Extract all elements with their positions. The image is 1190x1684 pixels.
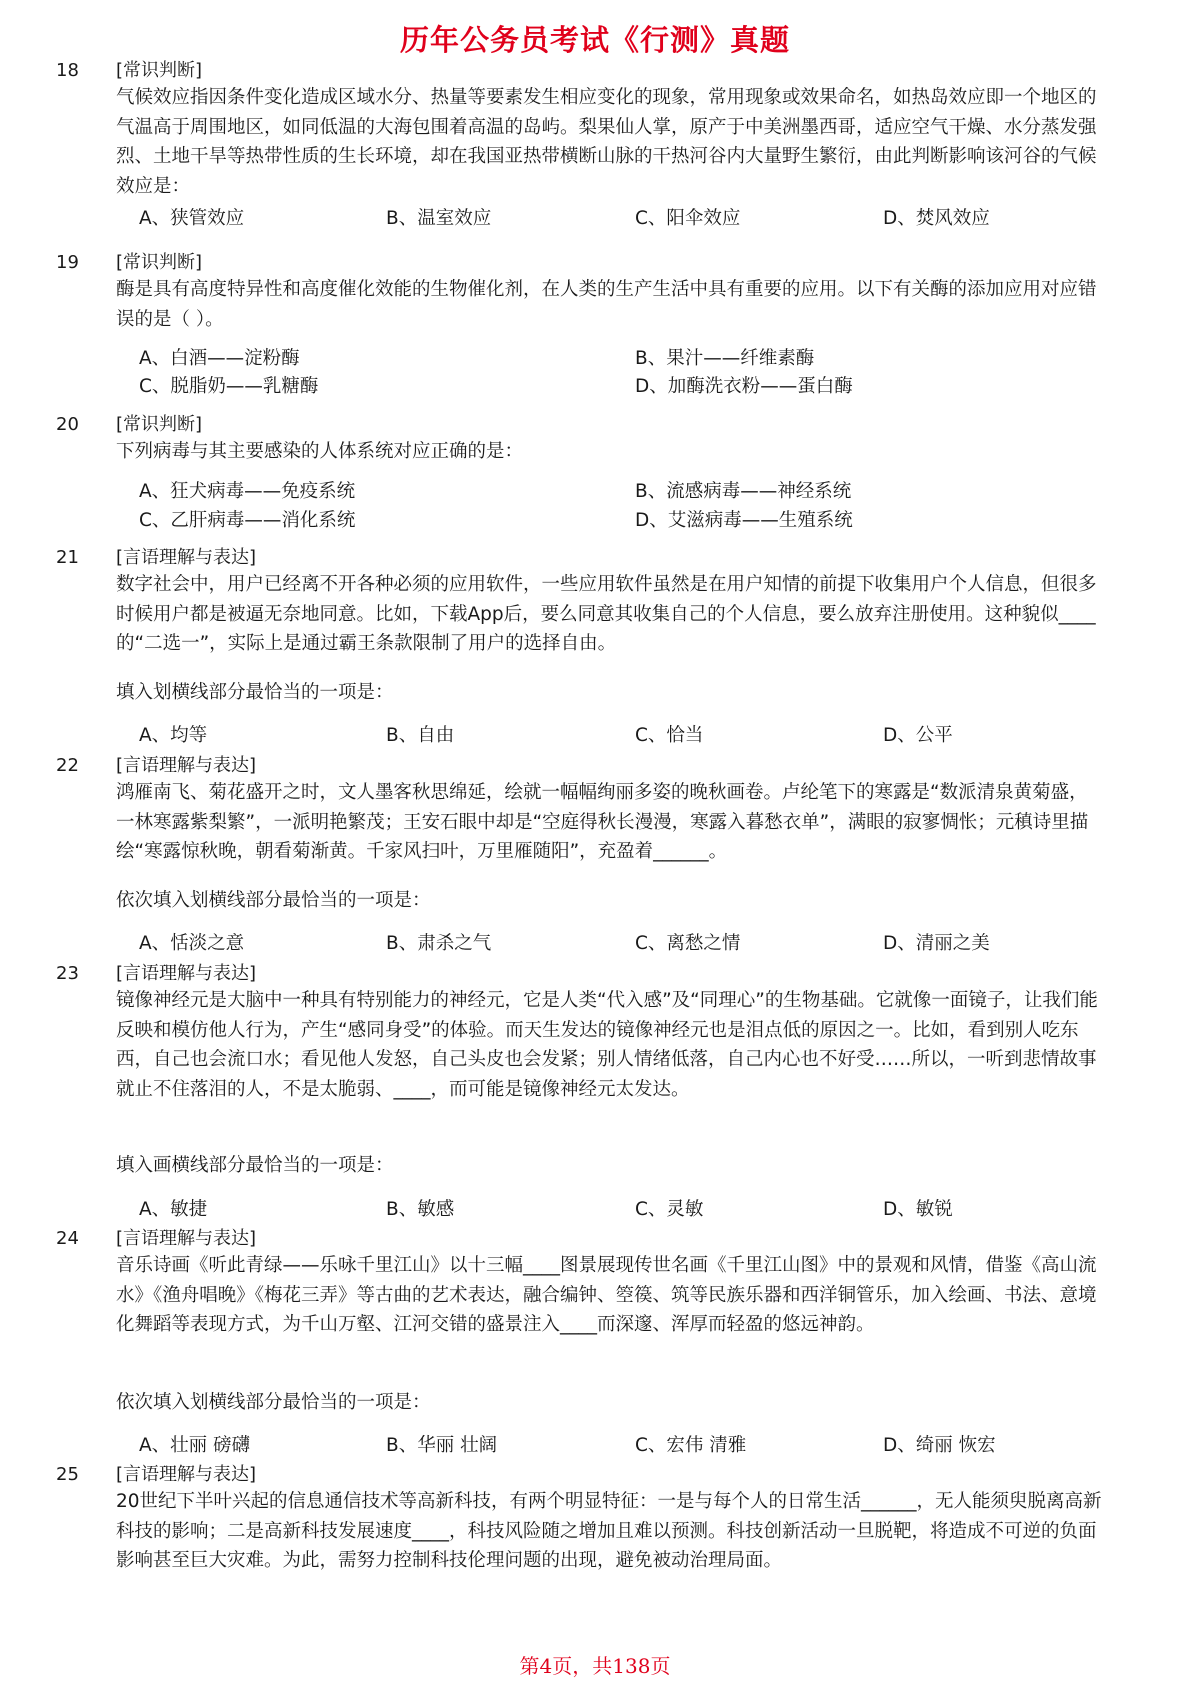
- option-a: A、恬淡之意: [139, 933, 245, 954]
- option-d: D、焚风效应: [883, 208, 990, 229]
- option-a: A、狭管效应: [139, 208, 245, 229]
- option-c: C、乙肝病毒——消化系统: [139, 510, 356, 531]
- question-type: [言语理解与表达]: [116, 547, 257, 568]
- question-type: [常识判断]: [116, 60, 203, 81]
- option-b: B、流感病毒——神经系统: [635, 481, 852, 502]
- option-b: B、华丽 壮阔: [386, 1435, 498, 1456]
- option-d: D、艾滋病毒——生殖系统: [635, 510, 853, 531]
- question-type: [言语理解与表达]: [116, 963, 257, 984]
- question-type: [言语理解与表达]: [116, 1464, 257, 1485]
- question-prompt: 依次填入划横线部分最恰当的一项是：: [116, 1392, 431, 1413]
- question-stem: 20世纪下半叶兴起的信息通信技术等高新科技，有两个明显特征：一是与每个人的日常生活______，无人能须臾脱离高新科技的影响；二是高新科技发展速度____，科技风险随之增加且难以预测。科技创新活动一旦脱靶，将造成不可逆的负面影响甚至巨大灾难。为此，需努力控制科技伦理问题的出现，避免被动治理局面。: [116, 1491, 1102, 1571]
- option-c: C、离愁之情: [635, 933, 741, 954]
- question-number: 21: [56, 547, 79, 568]
- question-prompt: 填入画横线部分最恰当的一项是：: [116, 1155, 394, 1176]
- option-a: A、狂犬病毒——免疫系统: [139, 481, 356, 502]
- question-type: [常识判断]: [116, 252, 203, 273]
- question-type: [常识判断]: [116, 414, 203, 435]
- option-d: D、敏锐: [883, 1199, 953, 1220]
- option-a: A、壮丽 磅礴: [139, 1435, 251, 1456]
- option-b: B、自由: [386, 725, 455, 746]
- option-a: A、敏捷: [139, 1199, 208, 1220]
- question-prompt: 依次填入划横线部分最恰当的一项是：: [116, 890, 431, 911]
- question-stem: 下列病毒与其主要感染的人体系统对应正确的是：: [116, 441, 524, 462]
- option-b: B、肃杀之气: [386, 933, 492, 954]
- option-d: D、绮丽 恢宏: [883, 1435, 996, 1456]
- option-b: B、敏感: [386, 1199, 455, 1220]
- question-stem: 气候效应指因条件变化造成区域水分、热量等要素发生相应变化的现象，常用现象或效果命名，如热岛效应即一个地区的气温高于周围地区，如同低温的大海包围着高温的岛屿。梨果仙人掌，原产于中美洲墨西哥，适应空气干燥、水分蒸发强烈、土地干旱等热带性质的生长环境，却在我国亚热带横断山脉的干热河谷内大量野生繁衍，由此判断影响该河谷的气候效应是：: [116, 87, 1097, 197]
- option-c: C、宏伟 清雅: [635, 1435, 747, 1456]
- option-d: D、加酶洗衣粉——蛋白酶: [635, 376, 853, 397]
- question-type: [言语理解与表达]: [116, 1228, 257, 1249]
- option-d: D、公平: [883, 725, 953, 746]
- question-number: 24: [56, 1228, 79, 1249]
- question-stem: 数字社会中，用户已经离不开各种必须的应用软件，一些应用软件虽然是在用户知情的前提下收集用户个人信息，但很多时候用户都是被逼无奈地同意。比如，下载App后，要么同意其收集自己的个人信息，要么放弃注册使用。这种貌似____的“二选一”，实际上是通过霸王条款限制了用户的选择自由。: [116, 574, 1097, 654]
- question-stem: 音乐诗画《听此青绿——乐咏千里江山》以十三幅____图景展现传世名画《千里江山图》中的景观和风情，借鉴《高山流水》《渔舟唱晚》《梅花三弄》等古曲的艺术表达，融合编钟、箜篌、筑等民族乐器和西洋铜管乐，加入绘画、书法、意境化舞蹈等表现方式，为千山万壑、江河交错的盛景注入____而深邃、浑厚而轻盈的悠远神韵。: [116, 1255, 1097, 1335]
- option-c: C、阳伞效应: [635, 208, 741, 229]
- option-c: C、灵敏: [635, 1199, 704, 1220]
- question-number: 25: [56, 1464, 79, 1485]
- question-number: 19: [56, 252, 79, 273]
- question-stem: 鸿雁南飞、菊花盛开之时，文人墨客秋思绵延，绘就一幅幅绚丽多姿的晚秋画卷。卢纶笔下的寒露是“数派清泉黄菊盛，一林寒露紫梨繁”，一派明艳繁茂；王安石眼中却是“空庭得秋长漫漫，寒露入暮愁衣单”，满眼的寂寥惆怅；元稹诗里描绘“寒露惊秋晚，朝看菊渐黄。千家风扫叶，万里雁随阳”，充盈着______。: [116, 782, 1089, 862]
- page-number: 第4页，共138页: [519, 1654, 671, 1678]
- option-b: B、果汁——纤维素酶: [635, 348, 815, 369]
- question-number: 22: [56, 755, 79, 776]
- question-prompt: 填入划横线部分最恰当的一项是：: [116, 682, 394, 703]
- page-title: 历年公务员考试《行测》真题: [399, 23, 790, 57]
- question-stem: 镜像神经元是大脑中一种具有特别能力的神经元，它是人类“代入感”及“同理心”的生物基础。它就像一面镜子，让我们能反映和模仿他人行为，产生“感同身受”的体验。而天生发达的镜像神经元也是泪点低的原因之一。比如，看到别人吃东西，自己也会流口水；看见他人发怒，自己头皮也会发紧；别人情绪低落，自己内心也不好受……所以，一听到悲情故事就止不住落泪的人，不是太脆弱、____，而可能是镜像神经元太发达。: [116, 990, 1098, 1100]
- question-type: [言语理解与表达]: [116, 755, 257, 776]
- question-stem: 酶是具有高度特异性和高度催化效能的生物催化剂，在人类的生产生活中具有重要的应用。以下有关酶的添加应用对应错误的是（ ）。: [116, 279, 1097, 330]
- question-number: 20: [56, 414, 79, 435]
- option-a: A、白酒——淀粉酶: [139, 348, 300, 369]
- option-a: A、均等: [139, 725, 208, 746]
- question-number: 18: [56, 60, 79, 81]
- option-b: B、温室效应: [386, 208, 492, 229]
- question-number: 23: [56, 963, 79, 984]
- option-c: C、脱脂奶——乳糖酶: [139, 376, 319, 397]
- option-d: D、清丽之美: [883, 933, 990, 954]
- option-c: C、恰当: [635, 725, 704, 746]
